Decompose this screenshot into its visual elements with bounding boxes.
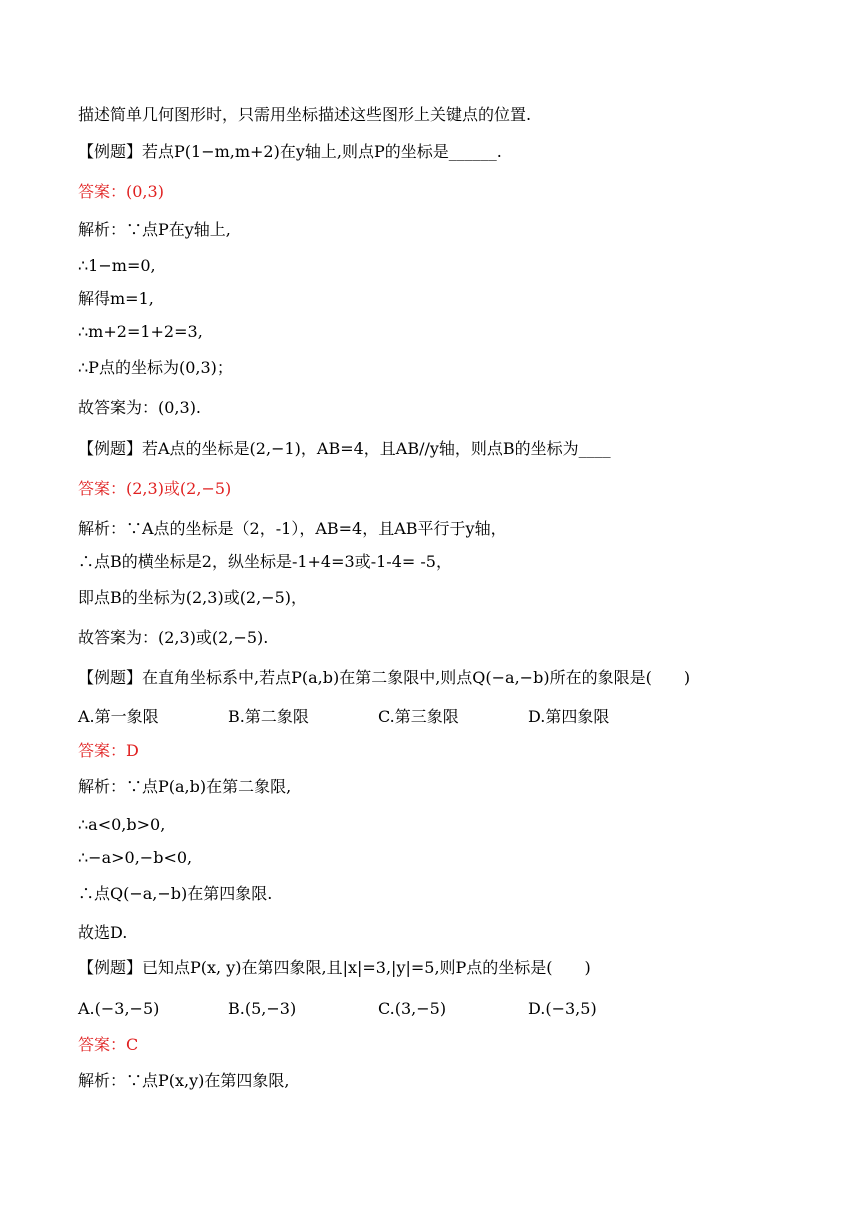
example-3-analysis-line: 解析：∵点P(a,b)在第二象限, [78,777,292,796]
example-3-analysis-line: ∴−a>0,−b<0, [78,848,193,867]
option-b: B.第二象限 [228,707,309,726]
option-d: D.第四象限 [528,707,610,726]
intro-text: 描述简单几何图形时，只需用坐标描述这些图形上关键点的位置. [78,105,532,124]
example-2-question: 【例题】若A点的坐标是(2,−1)，AB=4，且AB//y轴，则点B的坐标为____ [78,439,611,458]
example-1-analysis-line: ∴P点的坐标为(0,3)； [78,358,233,377]
example-1-analysis-line: ∴m+2=1+2=3, [78,322,203,341]
example-2-analysis-line: 解析：∵A点的坐标是（2，-1），AB=4，且AB平行于y轴， [78,519,507,538]
example-1-answer: 答案：(0,3) [78,182,164,201]
option-c: C.第三象限 [378,707,459,726]
example-1-analysis-line: 解得m=1, [78,289,154,308]
option-c: C.(3,−5) [378,999,447,1018]
example-3-analysis-line: ∴点Q(−a,−b)在第四象限. [78,884,273,903]
option-d: D.(−3,5) [528,999,597,1018]
example-2-answer: 答案：(2,3)或(2,−5) [78,479,232,498]
example-1-conclusion: 故答案为：(0,3). [78,398,202,417]
example-1-analysis-line: ∴1−m=0, [78,256,156,275]
example-1-question: 【例题】若点P(1−m,m+2)在y轴上,则点P的坐标是______. [78,142,502,161]
example-4-analysis-line: 解析：∵点P(x,y)在第四象限, [78,1071,290,1090]
option-a: A.(−3,−5) [78,999,160,1018]
example-3-conclusion: 故选D. [78,923,128,942]
example-1-analysis-line: 解析：∵点P在y轴上, [78,220,231,239]
example-2-conclusion: 故答案为：(2,3)或(2,−5). [78,628,269,647]
example-3-answer: 答案：D [78,741,139,760]
option-a: A.第一象限 [78,707,159,726]
example-3-question: 【例题】在直角坐标系中,若点P(a,b)在第二象限中,则点Q(−a,−b)所在的象限是( ) [78,668,691,687]
example-2-analysis-line: 即点B的坐标为(2,3)或(2,−5)， [78,588,308,607]
example-2-analysis-line: ∴点B的横坐标是2，纵坐标是-1+4=3或-1-4= -5， [78,552,452,571]
example-4-question: 【例题】已知点P(x, y)在第四象限,且|x|=3,|y|=5,则P点的坐标是( ) [78,958,591,977]
option-b: B.(5,−3) [228,999,297,1018]
example-4-answer: 答案：C [78,1035,139,1054]
example-3-analysis-line: ∴a<0,b>0, [78,815,166,834]
